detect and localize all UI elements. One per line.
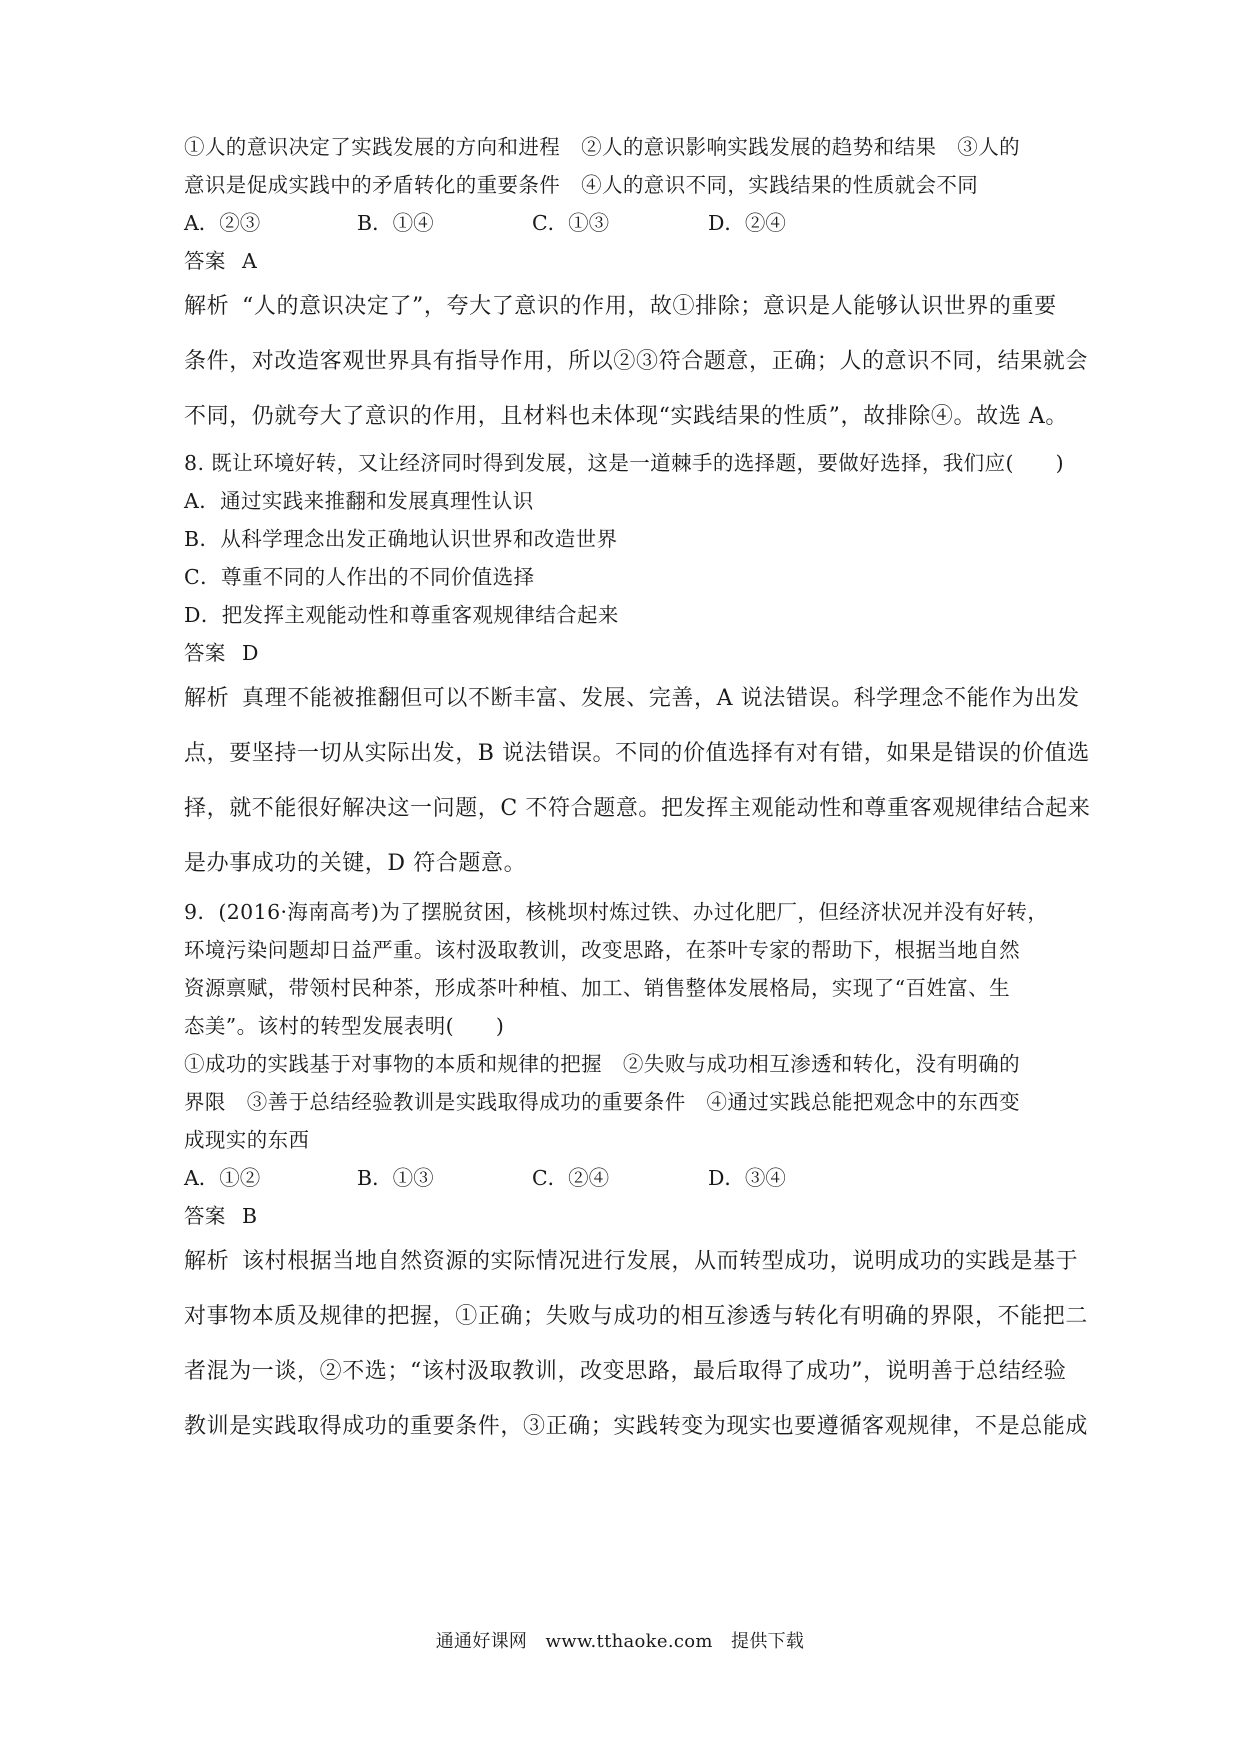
q7-analysis-line-2: 条件，对改造客观世界具有指导作用，所以②③符合题意，正确；人的意识不同，结果就会: [184, 349, 1089, 374]
q7-statement-line-1: ①人的意识决定了实践发展的方向和进程 ②人的意识影响实践发展的趋势和结果 ③人的: [184, 135, 1020, 159]
answer-label: 答案: [184, 249, 226, 273]
q7-option-a: A．②③: [184, 211, 261, 235]
q9-analysis-line-2: 对事物本质及规律的把握，①正确；失败与成功的相互渗透与转化有明确的界限，不能把二: [184, 1304, 1089, 1329]
q7-statement-line-2: 意识是促成实践中的矛盾转化的重要条件 ④人的意识不同，实践结果的性质就会不同: [184, 173, 979, 197]
q7-option-d: D．②④: [708, 211, 786, 235]
q8-option-d: D．把发挥主观能动性和尊重客观规律结合起来: [184, 603, 619, 627]
q9-analysis-line-1: [184, 1248, 1079, 1276]
q9-statement-line-2: 界限 ③善于总结经验教训是实践取得成功的重要条件 ④通过实践总能把观念中的东西变: [184, 1090, 1020, 1114]
answer-value: A: [242, 249, 258, 273]
q8-option-b: B．从科学理念出发正确地认识世界和改造世界: [184, 527, 618, 551]
q8-option-c: C．尊重不同的人作出的不同价值选择: [184, 565, 535, 589]
q9-answer: [184, 1202, 1064, 1230]
q8-analysis-line-4: 是办事成功的关键，D 符合题意。: [184, 851, 527, 876]
analysis-text: “人的意识决定了”，夸大了意识的作用，故①排除；意识是人能够认识世界的重要: [242, 294, 1057, 319]
q9-option-d: D．③④: [708, 1166, 786, 1190]
q9-statement-line-1: ①成功的实践基于对事物的本质和规律的把握 ②失败与成功相互渗透和转化，没有明确的: [184, 1052, 1020, 1076]
q7-analysis-line-1: [184, 293, 1064, 321]
answer-value: B: [242, 1204, 258, 1228]
q7-option-c: C．①③: [532, 211, 610, 235]
q8-option-a: A．通过实践来推翻和发展真理性认识: [184, 489, 534, 513]
q8-analysis-line-2: 点，要坚持一切从实际出发，B 说法错误。不同的价值选择有对有错，如果是错误的价值选: [184, 741, 1090, 766]
analysis-text: 该村根据当地自然资源的实际情况进行发展，从而转型成功，说明成功的实践是基于: [242, 1249, 1079, 1274]
analysis-label: 解析: [184, 686, 230, 711]
q7-answer: [184, 247, 1064, 275]
q9-statement-line-3: 成现实的东西: [184, 1128, 310, 1152]
q9-stem-line-1: 9．(2016·海南高考)为了摆脱贫困，核桃坝村炼过铁、办过化肥厂，但经济状况并没有好转，: [184, 900, 1049, 924]
q9-stem-line-4: 态美”。该村的转型发展表明( ): [184, 1014, 505, 1038]
analysis-label: 解析: [184, 294, 230, 319]
q9-analysis-line-3: 者混为一谈，②不选；“该村汲取教训，改变思路，最后取得了成功”，说明善于总结经验: [184, 1359, 1067, 1384]
q7-option-b: B．①④: [357, 211, 434, 235]
q9-stem-line-2: 环境污染问题却日益严重。该村汲取教训，改变思路，在茶叶专家的帮助下，根据当地自然: [184, 938, 1020, 962]
q9-option-a: A．①②: [184, 1166, 261, 1190]
q8-stem: 8. 既让环境好转，又让经济同时得到发展，这是一道棘手的选择题，要做好选择，我们应( ): [184, 451, 1065, 475]
q9-analysis-line-4: 教训是实践取得成功的重要条件，③正确；实践转变为现实也要遵循客观规律，不是总能成: [184, 1414, 1089, 1439]
answer-value: D: [242, 641, 259, 665]
q9-stem-line-3: 资源禀赋，带领村民种茶，形成茶叶种植、加工、销售整体发展格局，实现了“百姓富、生: [184, 976, 1010, 1000]
q8-analysis-line-1: [184, 685, 1080, 713]
q9-option-c: C．②④: [532, 1166, 610, 1190]
analysis-label: 解析: [184, 1249, 230, 1274]
q9-option-b: B．①③: [357, 1166, 434, 1190]
answer-label: 答案: [184, 641, 226, 665]
answer-label: 答案: [184, 1204, 226, 1228]
q8-analysis-line-3: 择，就不能很好解决这一问题，C 不符合题意。把发挥主观能动性和尊重客观规律结合起来: [184, 796, 1091, 821]
q8-answer: [184, 639, 1064, 667]
page-footer: 通通好课网 www.tthaoke.com 提供下载: [435, 1631, 805, 1652]
analysis-text: 真理不能被推翻但可以不断丰富、发展、完善，A 说法错误。科学理念不能作为出发: [242, 686, 1080, 711]
q7-analysis-line-3: 不同，仍就夸大了意识的作用，且材料也未体现“实践结果的性质”，故排除④。故选 A。: [184, 404, 1068, 429]
